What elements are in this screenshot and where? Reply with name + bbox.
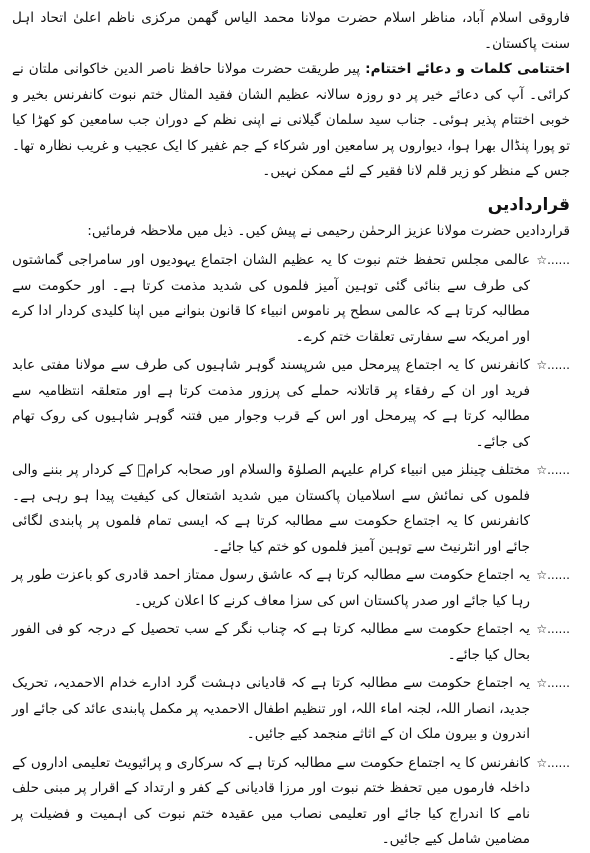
resolution-text: یہ اجتماع حکومت سے مطالبہ کرتا ہے کہ عاشق رسول ممتاز احمد قادری کو باعزت طور پر رہا کیا جائے اور صدر پاکستان اس کی سزا معاف کرنے کا اعلان کریں۔ <box>12 567 530 609</box>
resolution-item <box>12 458 570 560</box>
star-bullet-icon: ☆...... <box>536 358 570 372</box>
star-bullet-icon: ☆...... <box>536 622 570 636</box>
star-bullet-icon: ☆...... <box>536 253 570 267</box>
closing-remarks-lead: اختتامی کلمات و دعائے اختتام: <box>365 61 570 77</box>
resolutions-intro: قراردادیں حضرت مولانا عزیز الرحمٰن رحیمی نے پیش کیں۔ ذیل میں ملاحظہ فرمائیں: <box>87 222 570 239</box>
star-bullet-icon: ☆...... <box>536 676 570 690</box>
resolution-text: مختلف چینلز میں انبیاء کرام علیہم الصلوٰۃ والسلام اور صحابہ کرامؓ کے کردار پر بننے والی فلموں کی نمائش سے اسلامیان پاکستان میں شدید اشتعال کی کیفیت پیدا ہو رہی ہے۔ کانفرنس کا یہ اجتماع حکومت سے مطالبہ کرتا ہے کہ ایسی تمام فلموں پر پابندی لگائی جائے اور انٹرنیٹ سے توہین آمیز فلموں کو ختم کیا جائے۔ <box>12 462 530 555</box>
resolution-item <box>12 563 570 614</box>
resolution-text: یہ اجتماع حکومت سے مطالبہ کرتا ہے کہ چناب نگر کے سب تحصیل کے درجہ کو فی الفور بحال کیا جائے۔ <box>12 621 530 663</box>
resolution-item <box>12 353 570 455</box>
resolution-text: کانفرنس کا یہ اجتماع حکومت سے مطالبہ کرتا ہے کہ سرکاری و پرائیویٹ تعلیمی اداروں کے داخلہ فارموں میں تحفظ ختم نبوت اور مرزا قادیانی کے کفر و ارتداد کے اقرار پر مبنی حلف نامے کا اندراج کیا جائے اور تعلیمی نصاب میں عقیدہ ختم نبوت کی اہمیت و فضیلت پر مضامین شامل کیے جائیں۔ <box>12 754 530 847</box>
resolution-text: یہ اجتماع حکومت سے مطالبہ کرتا ہے کہ قادیانی دہشت گرد ادارے خدام الاحمدیہ، تحریک جدید، انصار اللہ، لجنہ اماء اللہ، اور تنظیم اطفال الاحمدیہ پر مکمل پابندی عائد کی جائے اور اندرون و بیرون ملک ان کے اثاثے منجمد کیے جائیں۔ <box>12 675 530 742</box>
resolution-text: عالمی مجلس تحفظ ختم نبوت کا یہ عظیم الشان اجتماع یہودیوں اور سامراجی گماشتوں کی طرف سے بنائی گئی توہین آمیز فلموں کی شدید مذمت کرتا ہے۔ اور حکومت سے مطالبہ کرتا ہے کہ عالمی سطح پر ناموس انبیاء کا قانون بنوانے میں اپنا کلیدی کردار ادا کرے اور امریکہ سے سفارتی تعلقات ختم کرے۔ <box>12 252 530 345</box>
star-bullet-icon: ☆...... <box>536 755 570 770</box>
opening-line: فاروقی اسلام آباد، مناظر اسلام حضرت مولانا محمد الیاس گھمن مرکزی ناظم اعلیٰ اتحاد اہل سنت پاکستان۔ <box>12 10 570 52</box>
resolution-item <box>12 617 570 668</box>
closing-remarks-text: پیر طریقت حضرت مولانا حافظ ناصر الدین خاکوانی ملتان نے کرائی۔ آپ کی دعائے خیر پر دو روزہ سالانہ عظیم الشان فقید المثال ختم نبوت کانفرنس بخیر و خوبی اختتام پذیر ہوئی۔ جناب سید سلمان گیلانی نے اپنی نظم کے دوران جب سامعین کو کھڑا کیا تو پورا پنڈال بھرا ہوا، دیواروں پر سامعین اور شرکاء کے جم غفیر کا ایک عجیب و غریب نظارہ تھا۔ جس کے منظر کو زیر قلم لانا فقیر کے لئے ممکن نہیں۔ <box>12 61 570 179</box>
resolution-item <box>12 751 570 853</box>
resolution-item <box>12 671 570 748</box>
star-bullet-icon: ☆...... <box>536 463 570 477</box>
resolution-text: کانفرنس کا یہ اجتماع پیرمحل میں شرپسند گوہر شاہیوں کی طرف سے مولانا مفتی عابد فرید اور ان کے رفقاء پر قاتلانہ حملے کی پرزور مذمت کرتا ہے اور متعلقہ انتظامیہ سے مطالبہ کرتا ہے کہ پیرمحل اور اس کے قرب وجوار میں فتنہ گوہر شاہیوں کی روک تھام کی جائے۔ <box>12 357 530 450</box>
closing-remarks-paragraph <box>12 57 570 185</box>
star-bullet-icon: ☆...... <box>536 568 570 582</box>
resolution-item <box>12 248 570 350</box>
resolutions-heading: قراردادیں <box>487 194 570 215</box>
